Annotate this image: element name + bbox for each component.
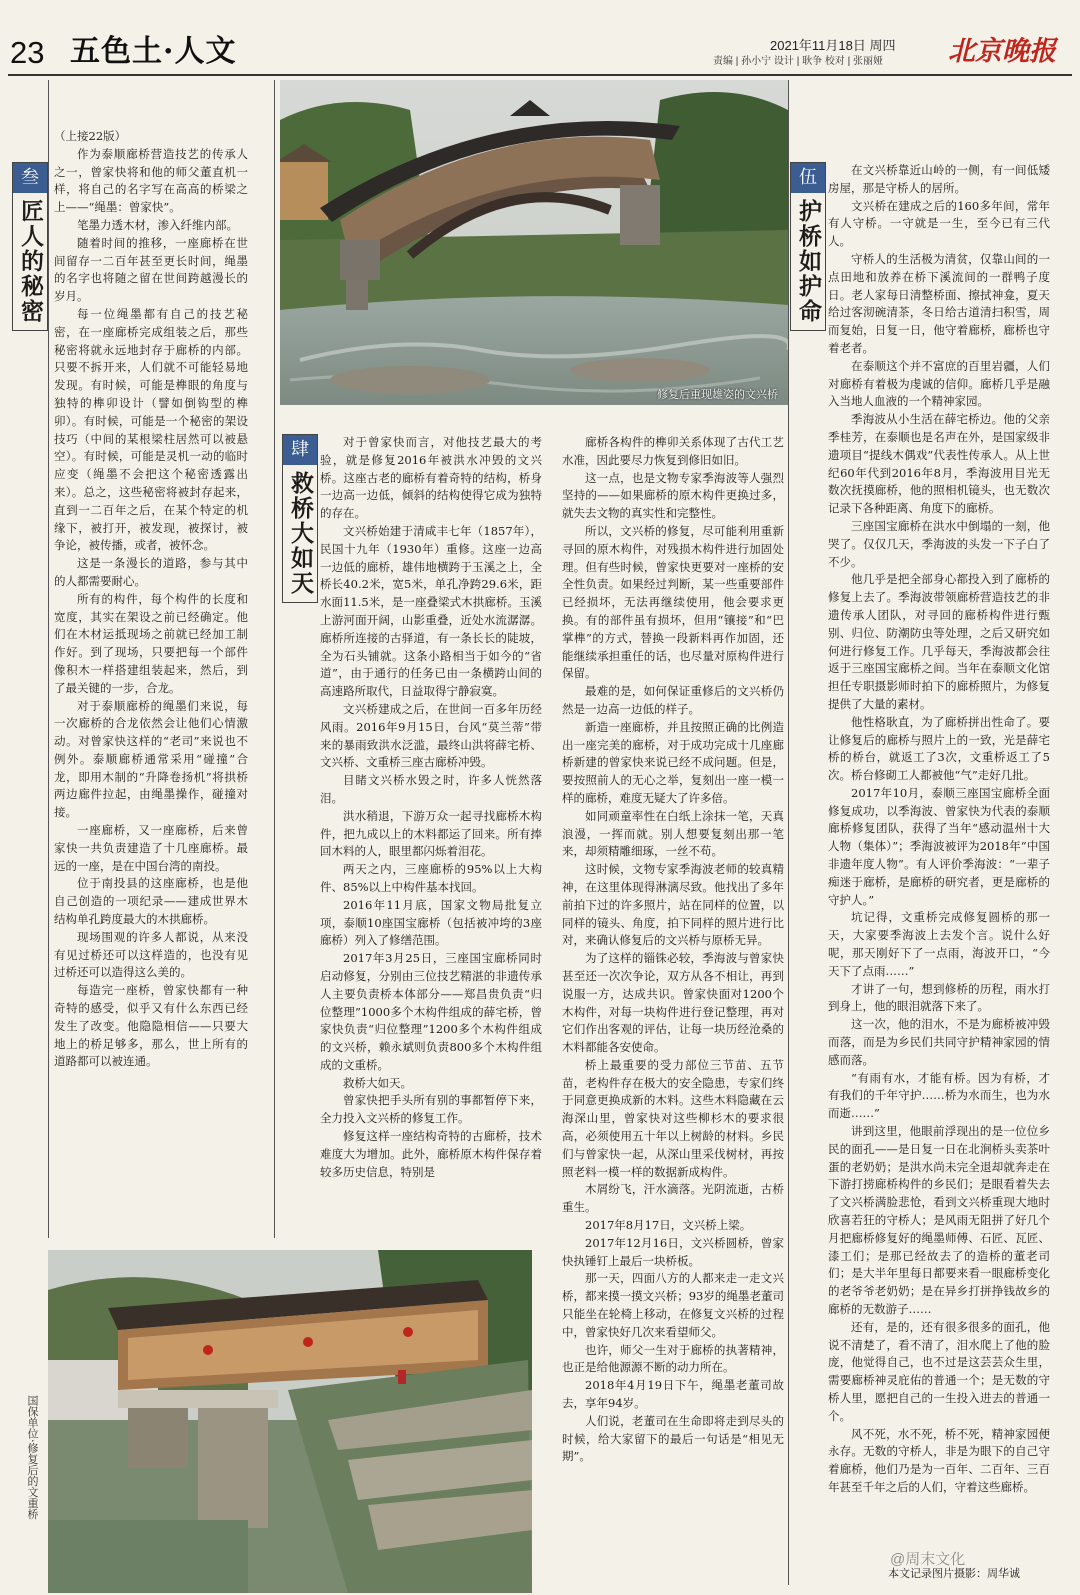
newspaper-logo: 北京晚报: [948, 36, 1056, 67]
paragraph: 这一点，也是文物专家季海波等人强烈坚持的——如果廊桥的原木构件更换过多，就失去文物的真实性和完整性。: [562, 470, 784, 521]
paragraph: 2017年3月25日，三座国宝廊桥同时启动修复，分别由三位技艺精湛的非遗传承人主要负责桥本体部分——郑昌贵负责“归位整理”1000多个木构件组成的薛宅桥，曾家快负责“归位整理”1200多个木构件组成的文兴桥，赖永斌则负责800多个木构件组成的文重桥。: [320, 951, 542, 1072]
section-head-4: [282, 434, 318, 603]
paragraph: 位于南投县的这座廊桥，也是他自己创造的一项纪录——建成世界木结构单孔跨度最大的木拱廊桥。: [54, 876, 248, 927]
paragraph: 新造一座廊桥，并且按照正确的比例造出一座完美的廊桥，对于成功完成十几座廊桥新建的曾家快来说已经不成问题。但是，要按照前人的无心之举，复刻出一座一模一样的廊桥，难度无疑大了许多倍。: [562, 719, 784, 805]
paragraph: 他几乎是把全部身心都投入到了廊桥的修复上去了。季海波带领廊桥营造技艺的非遗传承人团队，对寻回的廊桥构件进行甄别、归位、防潮防虫等处理，之后又研究如何进行修复工作。几乎每天，季海波都会往返于三座国宝廊桥之间。当年在泰顺文化馆担任专职摄影师时拍下的廊桥照片，为修复提供了大量的素材。: [828, 572, 1050, 711]
header-rule: [8, 74, 1072, 76]
paragraph: 每一位绳墨都有自己的技艺秘密，在一座廊桥完成组装之后，那些秘密将就永远地封存于廊桥的内部。只要不拆开来，人们就不可能轻易地发现。有时候，可能是榫眼的角度与独特的榫卯设计（譬如倒钩型的榫卯）。有时候，可能是一个秘密的架设技巧（中间的某根梁柱居然可以被悬空）。有时候，可能是灵机一动的临时应变（绳墨不会把这个秘密透露出来）。总之，这些秘密将被封存起来，直到一二百年之后，在某个特定的机缘下，被打开，被发现，被探讨，被争论，被传播，或者，被怀念。: [54, 306, 248, 553]
paragraph: 守桥人的生活极为清贫，仅靠山间的一点田地和放养在桥下溪流间的一群鸭子度日。老人家每日清整桥面、擦拭神龛，夏天给过客沏碗清茶，冬日给古道清扫积雪，周而复始，日复一日，他守着廊桥，廊桥也守着老者。: [828, 251, 1050, 355]
masthead: [0, 0, 1080, 78]
paragraph: 所以，文兴桥的修复，尽可能利用重新寻回的原木构件，对残损木构件进行加固处理。但有些时候，曾家快更要对一座桥的安全性负责。如果经过判断，某一些重要部件已经损坏，无法再继续使用，他会要求更换。有的部件虽有损坏，但用“镶接”和“巴掌榫”的方式，替换一段新料再作加固，还能继续承担重任的话，也尽量对原构件进行保留。: [562, 523, 784, 681]
paragraph: 修复这样一座结构奇特的古廊桥，技术难度大为增加。此外，廊桥原木构件保存着较多历史信息，特别是: [320, 1129, 542, 1179]
paragraph: 目睹文兴桥水毁之时，许多人恍然落泪。: [320, 773, 542, 805]
paragraph: 对于泰顺廊桥的绳墨们来说，每一次廊桥的合龙依然会让他们心情激动。对曾家快这样的“老司”来说也不例外。泰顺廊桥通常采用“碰撞”合龙，即用木制的“升降卷扬机”将拱桥两边廊件拉起，由绳墨操作，碰撞对接。: [54, 698, 248, 820]
paragraph: 廊桥各构件的榫卯关系体现了古代工艺水准，因此要尽力恢复到修旧如旧。: [562, 435, 784, 467]
paragraph: 桥上最重要的受力部位三节苗、五节苗，老构件存在极大的安全隐患，专家们终于同意更换成新的木料。这些木料隐藏在云海深山里，曾家快对这些柳杉木的要求很高，必须使用五十年以上树龄的材料。乡民们与曾家快一起，从深山里采伐树材，再按照老料一模一样的数据新成构件。: [562, 1057, 784, 1179]
column-rule-mid: [274, 80, 275, 1238]
paragraph: 2018年4月19日下午，绳墨老董司故去，享年94岁。: [562, 1378, 784, 1411]
paragraph: 在泰顺这个并不富庶的百里岩疆，人们对廊桥有着极为虔诚的信仰。廊桥几乎是融入当地人血液的一个精神家园。: [828, 358, 1050, 409]
paragraph: 现场围观的许多人都说，从来没有见过桥还可以这样造的，也没有见过桥还可以造得这么美的。: [54, 929, 248, 980]
paragraph: 作为泰顺廊桥营造技艺的传承人之一，曾家快将和他的师父董直机一样，将自己的名字写在高高的桥梁之上——“绳墨：曾家快”。: [54, 146, 248, 215]
paragraph: 还有，是的，还有很多很多的面孔，他说不清楚了，看不清了，泪水爬上了他的脸庞，他觉得自己，也不过是这芸芸众生里，需要廊桥神灵庇佑的普通一个；是无数的守桥人里，愿把自己的一生投入进去的普通一个。: [828, 1319, 1050, 1423]
covered-bridge-illustration: [48, 1250, 532, 1593]
section-title-5: 护桥如护命: [795, 199, 822, 324]
paragraph: 如同顽童率性在白纸上涂抹一笔，天真浪漫，一挥而就。别人想要复刻出那一笔来，却须精雕细琢，一丝不苟。: [562, 808, 784, 859]
column-section-4-b: [562, 434, 784, 1589]
paragraph: 笔墨力透木材，渗入纤维内部。: [77, 217, 238, 232]
paragraph: 人们说，老董司在生命即将走到尽头的时候，给大家留下的最后一句话是“相见无期”。: [562, 1413, 784, 1464]
paragraph: 这是一条漫长的道路，参与其中的人都需要耐心。: [54, 556, 248, 588]
paragraph: 文兴桥始建于清咸丰七年（1857年），民国十九年（1930年）重修。这座一边高一边低的廊桥，雄伟地横跨于玉溪之上，全桥长40.2米，宽5米，单孔净跨29.6米，距水面11.5米，是一座叠梁式木拱廊桥。玉溪上游河面开阔，山影重叠，近处水流潺潺。廊桥所连接的古驿道，有一条长长的陡坡，全为石头铺就。这条小路相当于如今的“省道”，由于通行的任务已由一条横跨山间的高速路所取代，日益取得宁静寂寞。: [320, 523, 542, 699]
section-number-3: 叁: [13, 163, 47, 193]
bridge-illustration: [280, 80, 788, 405]
paragraph: 讲到这里，他眼前浮现出的是一位位乡民的面孔——是日复一日在北涧桥头卖茶叶蛋的老奶奶；是洪水尚未完全退却就奔走在下游打捞廊桥构件的乡民们；是眼看着失去了文兴桥满脸悲怆，看到文兴桥重现大地时欣喜若狂的守桥人；是风雨无阻拼了好几个月把廊桥修复好的绳墨师傅、石匠、瓦匠、漆工们；是那已经故去了的造桥的董老司们；是大半年里每日都要来看一眼廊桥变化的老爷爷老奶奶；是在异乡打拼挣钱故乡的廊桥的无数游子……: [828, 1124, 1050, 1316]
paragraph: 三座国宝廊桥在洪水中倒塌的一刻，他哭了。仅仅几天，季海波的头发一下子白了不少。: [828, 518, 1050, 569]
paragraph: （上接22版）: [54, 129, 127, 143]
paragraph: 木屑纷飞，汗水滴落。光阴流逝，古桥重生。: [562, 1182, 784, 1215]
paragraph: 这一次，他的泪水，不是为廊桥被冲毁而落，而是为乡民们共同守护精神家园的情感而落。: [828, 1017, 1050, 1067]
paragraph: 每造完一座桥，曾家快都有一种奇特的感受，似乎又有什么东西已经发生了改变。他隐隐相信——只要大地上的桥足够多，那么，世上所有的道路都可以被连通。: [54, 983, 248, 1069]
paragraph: 文兴桥建成之后，在世间一百多年历经风雨。2016年9月15日，台风“莫兰蒂”带来的暴雨致洪水泛滥，最终山洪将薛宅桥、文兴桥、文重桥三座古廊桥冲毁。: [320, 701, 542, 770]
paragraph: 这时候，文物专家季海波老师的较真精神，在这里体现得淋漓尽致。他找出了多年前拍下过的许多照片，站在同样的位置，以同样的镜头、角度，拍下同样的照片进行比对，来确认修复后的文兴桥与原桥无异。: [562, 862, 784, 948]
paragraph: 最难的是，如何保证重修后的文兴桥仍然是一边高一边低的样子。: [562, 684, 784, 716]
section-head-5: [790, 162, 826, 331]
paragraph: 才讲了一句，想到修桥的历程，雨水打到身上，他的眼泪就落下来了。: [828, 981, 1050, 1014]
watermark: @周末文化: [890, 1551, 966, 1568]
paragraph: 2017年8月17日，文兴桥上梁。: [585, 1218, 752, 1233]
paragraph: 也许，师父一生对于廊桥的执著精神，也正是给他源源不断的动力所在。: [562, 1342, 784, 1375]
section-title: 五色土·人文: [70, 34, 237, 69]
editor-credits: 责编 | 孙小宁 设计 | 耿争 校对 | 张丽娅: [713, 56, 884, 67]
section-title-3: 匠人的秘密: [17, 199, 44, 324]
paragraph: 救桥大如天。: [343, 1075, 412, 1090]
photo-wenzhong-bridge: [48, 1250, 532, 1593]
paragraph: 曾家快把手头所有别的事都暂停下来，全力投入文兴桥的修复工作。: [320, 1093, 542, 1126]
paragraph: 坑记得，文重桥完成修复圆桥的那一天，大家要季海波上去发个言。说什么好呢，那天刚好下了一点雨，海波开口，“今天下了点雨……”: [828, 910, 1050, 978]
section-number-5: 伍: [791, 163, 825, 193]
paragraph: 随着时间的推移，一座廊桥在世间留存一二百年甚至更长时间，绳墨的名字也将随之留在世间跨越漫长的岁月。: [54, 235, 248, 304]
paragraph: 2017年10月，泰顺三座国宝廊桥全面修复成功，以季海波、曾家快为代表的泰顺廊桥修复团队，获得了当年“感动温州十大人物（集体）”；季海波被评为2018年“中国非遗年度人物”。有人评价季海波：“一辈子痴迷于廊桥，是廊桥的研究者，更是廊桥的守护人。”: [828, 785, 1050, 907]
photo-wenxing-bridge: [280, 80, 788, 405]
publication-date: 2021年11月18日 周四: [770, 38, 896, 53]
column-section-4-a: [320, 434, 542, 1244]
paragraph: 他性格耿直，为了廊桥拼出性命了。要让修复后的廊桥与照片上的一致，光是薛宅桥的桥台，就返工了3次，文重桥返工了5次。桥台修砌工人都被他“气”走好几批。: [828, 714, 1050, 783]
paragraph: 一座廊桥，又一座廊桥，后来曾家快一共负责建造了十几座廊桥。最远的一座，是在中国台湾的南投。: [54, 823, 248, 873]
section-title-4: 救桥大如天: [287, 471, 314, 596]
paragraph: 2016年11月底，国家文物局批复立项，泰顺10座国宝廊桥（包括被冲垮的3座廊桥）列入了修缮范围。: [320, 897, 542, 948]
column-rule-right: [788, 80, 789, 1585]
paragraph: 洪水稍退，下游万众一起寻找廊桥木构件，把九成以上的木料都运了回来。所有捧回木料的人，眼里都闪烁着泪花。: [320, 808, 542, 859]
column-rule-left: [48, 80, 49, 1238]
page-number: 23: [10, 35, 45, 70]
section-head-3: [12, 162, 48, 331]
paragraph: “有雨有水，才能有桥。因为有桥，才有我们的千年守护……桥为水而生，也为水而逝……”: [828, 1070, 1050, 1121]
photo-caption-bottom: 国保单位·修复后的文重桥: [26, 1395, 39, 1520]
section-number-4: 肆: [283, 435, 317, 465]
photo-credit: 本文记录图片摄影：周华诚: [888, 1567, 1020, 1580]
column-section-3: [54, 128, 248, 1236]
paragraph: 那一天，四面八方的人都来走一走文兴桥，都来摸一摸文兴桥；93岁的绳墨老董司只能坐在轮椅上移动，在修复文兴桥的过程中，曾家快好几次来看望师父。: [562, 1271, 784, 1339]
paragraph: 文兴桥在建成之后的160多年间，常年有人守桥。一守就是一生，至今已有三代人。: [828, 198, 1050, 249]
paragraph: 风不死，水不死，桥不死，精神家园便永存。无数的守桥人，非是为眼下的自己守着廊桥，他们乃是为一百年、二百年、三百年甚至千年之后的人们，守着这些廊桥。: [828, 1426, 1050, 1494]
paragraph: 为了这样的锱铢必较，季海波与曾家快甚至还一次次争论，双方从各不相让，再到说服一方，达成共识。曾家快面对1200个木构件，对每一块构件进行登记整理，再对它们作出客观的评估，让每一块历经沧桑的木料都能各安使命。: [562, 951, 784, 1055]
column-section-5: [828, 162, 1050, 1562]
paragraph: 季海波从小生活在薛宅桥边。他的父亲季桂芳，在泰顺也是名声在外，是国家级非遗项目“提线木偶戏”代表性传承人。从上世纪60年代到2016年8月，季海波用目光无数次抚摸廊桥，他的照相机镜头，也无数次记录下各种距离、角度下的廊桥。: [828, 412, 1050, 516]
paragraph: 两天之内，三座廊桥的95%以上大构件、85%以上中构件基本找回。: [320, 862, 542, 894]
paragraph: 对于曾家快而言，对他技艺最大的考验，就是修复2016年被洪水冲毁的文兴桥。这座古老的廊桥有着奇特的结构，桥身一边高一边低，倾斜的结构使得它成为独特的存在。: [320, 435, 542, 521]
photo-caption-top: 修复后重现雄姿的文兴桥: [657, 388, 778, 401]
paragraph: 2017年12月16日，文兴桥圆桥，曾家快执锤钉上最后一块桥板。: [562, 1235, 784, 1268]
paragraph: 所有的构件，每个构件的长度和宽度，其实在架设之前已经确定。他们在木材运抵现场之前就已经加工制作好。到了现场，只要把每一个部件像积木一样搭建组装起来，然后，到了最关键的一步，合龙。: [54, 591, 248, 695]
paragraph: 在文兴桥靠近山岭的一侧，有一间低矮房屋，那是守桥人的居所。: [828, 163, 1050, 195]
